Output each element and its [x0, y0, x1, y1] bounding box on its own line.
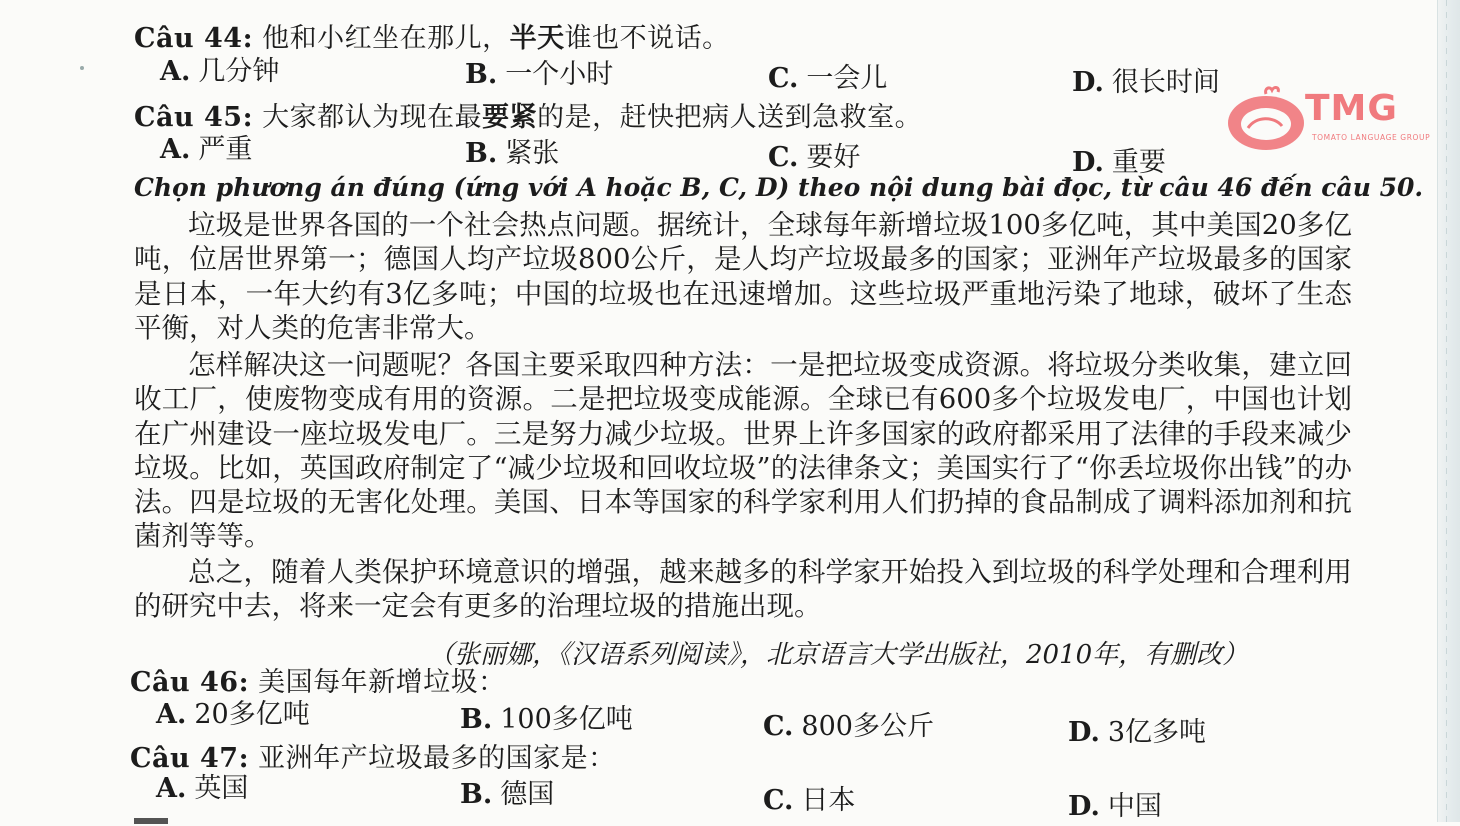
passage-citation: （张丽娜，《汉语系列阅读》，北京语言大学出版社，2010年，有删改）: [428, 640, 1249, 670]
question-text: 亚洲年产垃圾最多的国家是：: [258, 743, 616, 774]
passage-paragraph-2: 怎样解决这一问题呢？各国主要采取四种方法：一是把垃圾变成资源。将垃圾分类收集，建立回收工厂，使废物变成有用的资源。二是把垃圾变成能源。全球已有600多个垃圾发电厂，中国也计划在广州建设一座垃圾发电厂。三是努力减少垃圾。世界上许多国家的政府都采用了法律的手段来减少垃圾。比如，英国政府制定了“减少垃圾和回收垃圾”的法律条文；美国实行了“你丢垃圾你出钱”的办法。四是垃圾的无害化处理。美国、日本等国家的科学家利用人们扔掉的食品制成了调料添加剂和抗菌剂等等。: [134, 349, 1352, 553]
question-44: [134, 24, 730, 54]
option-a: A. 英国: [156, 773, 249, 804]
question-label: Câu 44:: [134, 23, 254, 54]
option-b: B. 紧张: [465, 138, 560, 169]
logo-text: TMG: [1305, 88, 1398, 129]
question-label: Câu 46:: [130, 667, 250, 698]
question-text: 美国每年新增垃圾：: [258, 667, 506, 698]
question-text: 谁也不说话。: [564, 23, 730, 54]
cropped-next-line: [134, 812, 434, 826]
scan-speck: [80, 66, 84, 70]
option-c: C. 要好: [768, 142, 861, 173]
question-46: [130, 668, 506, 698]
highlighted-word: 要紧: [482, 102, 538, 133]
highlighted-word: 半天: [509, 23, 565, 54]
question-47: [130, 744, 616, 774]
passage-paragraph-3: 总之，随着人类保护环境意识的增强，越来越多的科学家开始投入到垃圾的科学处理和合理利用的研究中去，将来一定会有更多的治理垃圾的措施出现。: [134, 556, 1352, 623]
question-text: 大家都认为现在最: [262, 102, 483, 133]
option-c: C. 一会儿: [768, 63, 888, 94]
section-instruction: Chọn phương án đúng (ứng với A hoặc B, C, D) theo nội dung bài đọc, từ câu 46 đến câu 50.: [134, 173, 1424, 202]
question-text: 的是，赶快把病人送到急救室。: [537, 102, 923, 133]
option-b: B. 德国: [460, 779, 555, 810]
option-c: C. 800多公斤: [763, 711, 934, 742]
option-a: A. 几分钟: [160, 56, 280, 87]
option-b: B. 一个小时: [465, 59, 614, 90]
scan-edge: [1437, 0, 1460, 822]
question-text: 他和小红坐在那儿，: [262, 23, 510, 54]
logo-subtitle: TOMATO LANGUAGE GROUP: [1312, 133, 1431, 142]
option-c: C. 日本: [763, 785, 856, 816]
option-d: D. 中国: [1068, 791, 1162, 822]
option-a: A. 严重: [160, 134, 253, 165]
option-d: D. 重要: [1072, 147, 1166, 178]
question-label: Câu 47:: [130, 743, 250, 774]
tomato-icon: [1226, 86, 1310, 152]
passage-paragraph-1: 垃圾是世界各国的一个社会热点问题。据统计，全球每年新增垃圾100多亿吨，其中美国20多亿吨，位居世界第一；德国人均产垃圾800公斤，是人均产垃圾最多的国家；亚洲年产垃圾最多的国家是日本，一年大约有3亿多吨；中国的垃圾也在迅速增加。这些垃圾严重地污染了地球，破坏了生态平衡，对人类的危害非常大。: [134, 209, 1352, 344]
option-d: D. 3亿多吨: [1068, 717, 1207, 748]
option-a: A. 20多亿吨: [156, 699, 310, 730]
question-45: [134, 103, 922, 133]
question-label: Câu 45:: [134, 102, 254, 133]
option-d: D. 很长时间: [1072, 67, 1220, 98]
option-b: B. 100多亿吨: [460, 704, 633, 735]
tmg-logo: [1226, 86, 1431, 152]
